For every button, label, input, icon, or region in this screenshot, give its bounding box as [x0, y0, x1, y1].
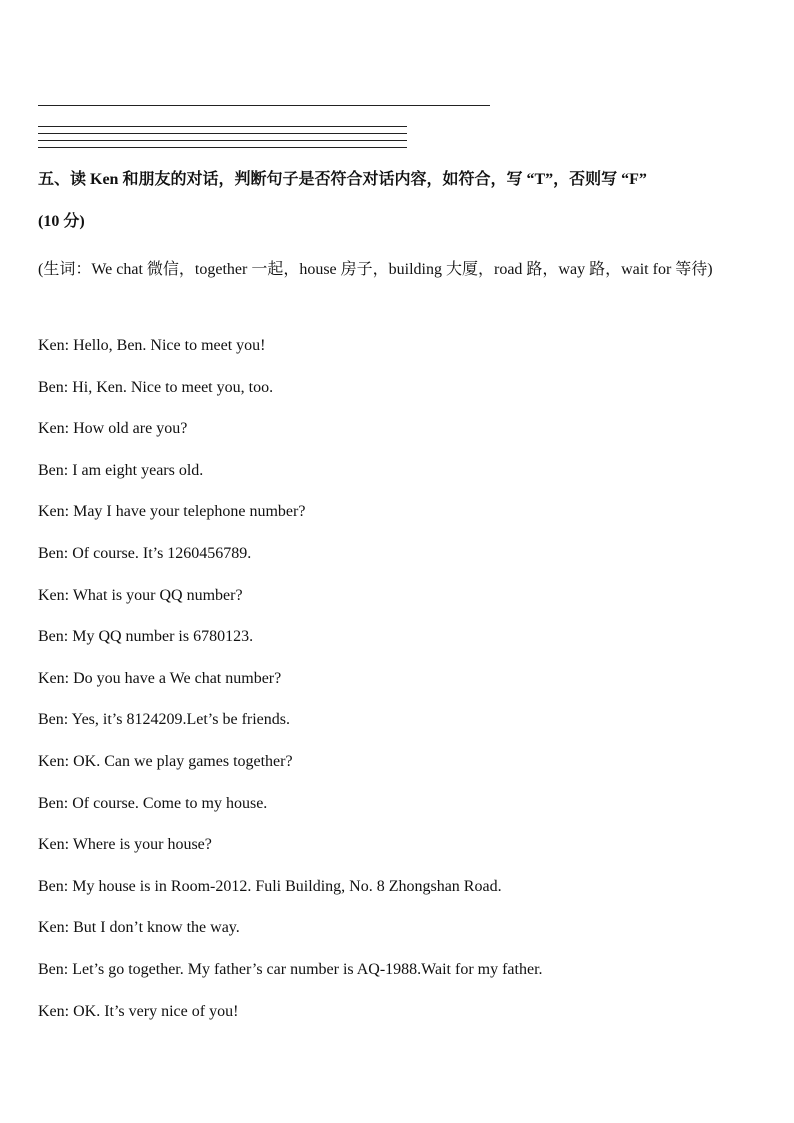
dialogue-line: Ken: What is your QQ number?	[38, 586, 243, 604]
answer-line	[38, 126, 407, 127]
vocabulary-note: (生词：We chat 微信，together 一起，house 房子，building 大厦，road 路，way 路，wait for 等待)	[38, 261, 713, 278]
dialogue-line: Ken: How old are you?	[38, 420, 188, 438]
answer-line	[38, 105, 490, 106]
dialogue-line: Ben: Let’s go together. My father’s car number is AQ-1988.Wait for my father.	[38, 960, 543, 978]
dialogue-line: Ken: Where is your house?	[38, 836, 212, 854]
dialogue-line: Ken: OK. Can we play games together?	[38, 752, 293, 770]
answer-line	[38, 147, 407, 148]
dialogue-line: Ben: My house is in Room-2012. Fuli Building, No. 8 Zhongshan Road.	[38, 877, 502, 895]
dialogue-line: Ken: OK. It’s very nice of you!	[38, 1002, 239, 1020]
dialogue-line: Ben: Hi, Ken. Nice to meet you, too.	[38, 378, 274, 396]
section-heading: 五、读 Ken 和朋友的对话，判断句子是否符合对话内容，如符合，写 “T”，否则写 “F”	[38, 171, 647, 188]
dialogue-line: Ken: May I have your telephone number?	[38, 503, 306, 521]
dialogue-line: Ken: But I don’t know the way.	[38, 919, 240, 937]
dialogue-line: Ken: Hello, Ben. Nice to meet you!	[38, 337, 266, 354]
dialogue-line: Ken: Do you have a We chat number?	[38, 669, 282, 687]
dialogue-line: Ben: My QQ number is 6780123.	[38, 628, 254, 646]
dialogue-line: Ben: Yes, it’s 8124209.Let’s be friends.	[38, 711, 290, 729]
section-score: (10 分)	[38, 213, 85, 230]
answer-line	[38, 140, 407, 141]
dialogue-line: Ben: Of course. Come to my house.	[38, 794, 268, 812]
dialogue-line: Ben: Of course. It’s 1260456789.	[38, 544, 252, 562]
answer-line	[38, 133, 407, 134]
reading-section	[38, 165, 758, 1038]
dialogue	[38, 331, 758, 1038]
dialogue-line: Ben: I am eight years old.	[38, 461, 204, 479]
